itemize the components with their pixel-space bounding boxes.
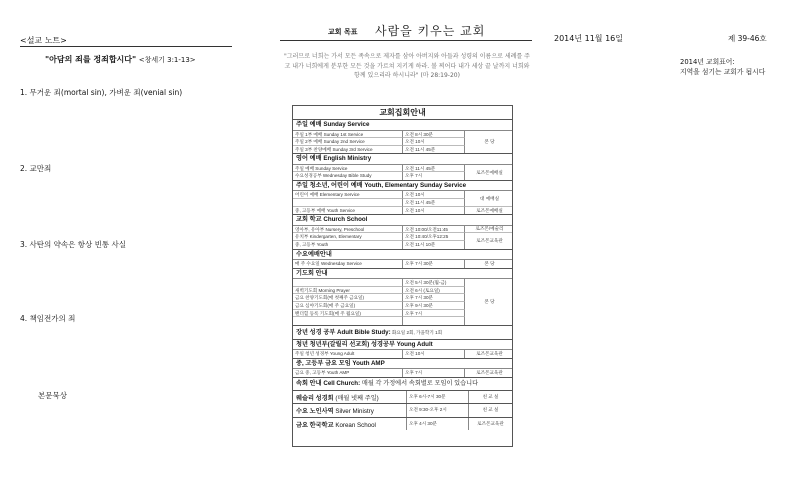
- service-name: 영아부, 유아부 Nursery, Preschool: [293, 226, 403, 234]
- service-name: [293, 279, 403, 287]
- service-name: 주일 3부 찬양예배 Sunday 3rd Service: [293, 146, 403, 154]
- service-location: 로즈몬예배실: [476, 169, 503, 175]
- service-time: 오후 7시: [403, 172, 465, 180]
- section-heading: 교회 학교 Church School: [296, 216, 368, 224]
- sermon-reference: <창세기 3:1-13>: [138, 56, 196, 64]
- service-time: 오전 11시 45분: [403, 165, 465, 173]
- adult-bible-study: [293, 326, 512, 339]
- church-school-grid: [293, 225, 512, 249]
- section-heading: 기도회 안내: [296, 269, 328, 277]
- service-time: 오전 10시: [403, 138, 465, 146]
- service-name: 매 주 수요일 Wednesday Service: [293, 260, 403, 268]
- section-heading: 수요예배안내: [296, 250, 332, 258]
- service-name: 금요 찬양기도회(매 첫째주 금요일): [293, 294, 403, 302]
- bulletin-issue: 제 39-46호: [728, 34, 767, 43]
- korean-school-section: [293, 418, 512, 431]
- service-time: 오전 10시: [403, 191, 465, 199]
- sermon-point-3: 3. 사탄의 약속은 항상 빈통 사실: [20, 240, 127, 249]
- wesley-label: 웨슬리 성경회: [296, 394, 334, 402]
- service-location: 로즈몬교육관: [468, 418, 512, 431]
- youth-service-grid: [293, 190, 512, 214]
- service-name: 새벽기도회 Morning Prayer: [293, 287, 403, 295]
- sermon-heading: [45, 54, 196, 65]
- service-location: 로즈몬교육관: [476, 370, 503, 376]
- youth-amp-section: [293, 359, 512, 378]
- scripture-verse: "그러므로 너희는 가서 모든 족속으로 제자를 삼아 아버지와 아들과 성령의 이름으로 세례를 주고 내가 너희에게 분부한 모든 것을 가르쳐 지키게 하라. 볼 찌어다 내가 세상 끝 날까지 너희와 항께 있으리라 하시니라" (마 28:19-20): [284, 53, 530, 79]
- korean-school-row: [293, 418, 512, 431]
- service-name: [293, 317, 403, 325]
- service-time: 오전 10:00/오전11:45: [403, 226, 465, 234]
- service-location: 본 당: [484, 139, 495, 145]
- service-location: 본 당: [484, 299, 495, 305]
- service-time: 오전 10시: [403, 207, 465, 215]
- service-name: 중, 고등부 예배 Youth Service: [293, 207, 403, 215]
- section-heading: 영어 예배 English Ministry: [296, 155, 372, 163]
- adult-bible-study-section: [293, 326, 512, 340]
- service-time: 오전 5시 30분(월-금): [403, 279, 465, 287]
- cell-church-detail: 매월 각 가정에서 속회별로 모임이 있습니다: [360, 379, 479, 387]
- sermon-point-1: 1. 무거운 죄(mortal sin), 가벼운 죄(venial sin): [20, 88, 183, 97]
- notes-divider: [20, 46, 232, 47]
- silver-ministry-row: [293, 404, 512, 417]
- church-motto: [680, 58, 765, 77]
- service-name: 주일 2부 예배 Sunday 2nd Service: [293, 138, 403, 146]
- young-adult-grid: [293, 349, 512, 358]
- service-time: 오후 7시 30분: [403, 294, 465, 302]
- section-heading: [296, 393, 406, 402]
- service-time: 오전 10:40/오후12:25: [403, 233, 465, 241]
- section-heading: [296, 420, 406, 429]
- cell-church-section: [293, 378, 512, 391]
- youth-service-section: [293, 181, 512, 215]
- service-time: 오후 4시 30분: [406, 418, 468, 431]
- wednesday-service-grid: [293, 259, 512, 268]
- korean-school-label: 금요 한국학교: [296, 421, 334, 429]
- youth-amp-grid: [293, 368, 512, 377]
- service-location: 로즈몬교육관: [476, 238, 503, 244]
- section-heading: 주일 예배 Sunday Service: [296, 121, 370, 128]
- section-heading: [296, 406, 406, 415]
- service-location: 친 교 실: [468, 391, 512, 404]
- sunday-service-section: [293, 120, 512, 154]
- service-name: 금요 중, 고등부 Youth AMP: [293, 369, 403, 377]
- service-time: 오후 7시: [403, 310, 465, 318]
- service-name: 주일 청년 성경부 Young Adult: [293, 350, 403, 358]
- service-time: 오후 7시: [403, 369, 465, 377]
- church-motto-text: 지역을 섬기는 교회가 됩시다: [680, 67, 766, 76]
- service-time: 오전 9:30-오후 2시: [406, 404, 468, 417]
- silver-label: 수요 노인사역: [296, 408, 334, 416]
- section-heading: 속회 안내 Cell Church:: [296, 379, 361, 387]
- service-time: 오전 11시 45분: [403, 146, 465, 154]
- service-name: 주일 1부 예배 Sunday 1st Service: [293, 131, 403, 139]
- meeting-schedule-table: [292, 105, 513, 447]
- schedule-title: 교회집회안내: [293, 106, 512, 120]
- service-time: 오전 10시: [403, 350, 465, 358]
- silver-ministry-section: [293, 404, 512, 418]
- service-name: 유치부 Kindergarten, Elementary: [293, 233, 403, 241]
- bulletin-date: 2014년 11월 16일: [554, 34, 623, 43]
- english-ministry-section: [293, 154, 512, 181]
- wesley-section: [293, 391, 512, 405]
- service-time: 오후 6시-7시 30분: [406, 391, 468, 404]
- service-time: 오전 6시 (토요일): [403, 287, 465, 295]
- service-time: 오전 8시 30분: [403, 131, 465, 139]
- sermon-title: "아담의 죄를 정죄합시다": [45, 55, 137, 64]
- service-name: 주일 예배 Sunday Service: [293, 165, 403, 173]
- section-heading: 주일 청소년, 어린이 예배 Youth, Elementary Sunday Service: [296, 181, 467, 189]
- wednesday-service-section: [293, 250, 512, 269]
- wesley-row: [293, 391, 512, 404]
- church-motto-label: 2014년 교회표어:: [680, 58, 735, 66]
- service-name: 수요성경공부 Wednesday Bible Study: [293, 172, 403, 180]
- sermon-point-4: 4. 책임전가의 죄: [20, 314, 76, 323]
- sermon-point-2: 2. 교만죄: [20, 164, 52, 173]
- service-location: 친 교 실: [468, 404, 512, 417]
- service-location: 대 예배실: [465, 191, 512, 206]
- reflection-label: 본문묵상: [38, 391, 67, 400]
- section-heading: 청년 청년부(갈릴리 선교회) 성경공부 Young Adult: [296, 340, 433, 348]
- service-time: 오전 11시 45분: [403, 199, 465, 207]
- service-name: 밴더힐 등록 기도회(매 주 월요일): [293, 310, 403, 318]
- wesley-sub: (매월 넷째 주일): [333, 394, 379, 402]
- sunday-service-grid: [293, 130, 512, 154]
- cell-church-info: [293, 378, 512, 390]
- service-time: 오후 7시 30분: [403, 260, 465, 268]
- service-location: 로즈몬예배실: [476, 207, 503, 213]
- service-name: 어린이 예배 Elementary Service: [293, 191, 403, 199]
- prayer-meeting-section: [293, 269, 512, 326]
- notes-title: <설교 노트>: [20, 36, 67, 45]
- section-heading: 장년 성경 공부 Adult Bible Study:: [296, 328, 391, 336]
- header-divider: [280, 40, 532, 41]
- service-time: 오후 9시 30분: [403, 302, 465, 310]
- korean-school-sub: Korean School: [333, 421, 376, 429]
- church-goal-title: 사람을 키우는 교회: [375, 24, 486, 38]
- section-heading: 중, 고등부 금요 모임 Youth AMP: [296, 359, 385, 367]
- bible-study-detail: 화요일 2회, 가을학기 1회: [390, 329, 443, 335]
- service-time: 오전 11시 10분: [403, 241, 465, 249]
- prayer-meeting-grid: [293, 278, 512, 325]
- church-goal-label: 교회 목표: [328, 28, 358, 36]
- young-adult-section: [293, 340, 512, 359]
- service-location: 로즈몬/예술리: [465, 226, 512, 234]
- english-ministry-grid: [293, 164, 512, 180]
- silver-sub: Silver Ministry: [333, 408, 374, 416]
- service-name: [293, 199, 403, 207]
- service-location: 본 당: [484, 261, 495, 267]
- service-time: [403, 317, 465, 325]
- service-name: 중, 고등부 Youth: [293, 241, 403, 249]
- service-name: 금요 심야기도회(매 주 금요일): [293, 302, 403, 310]
- service-location: 로즈몬교육관: [476, 351, 503, 357]
- church-school-section: [293, 215, 512, 249]
